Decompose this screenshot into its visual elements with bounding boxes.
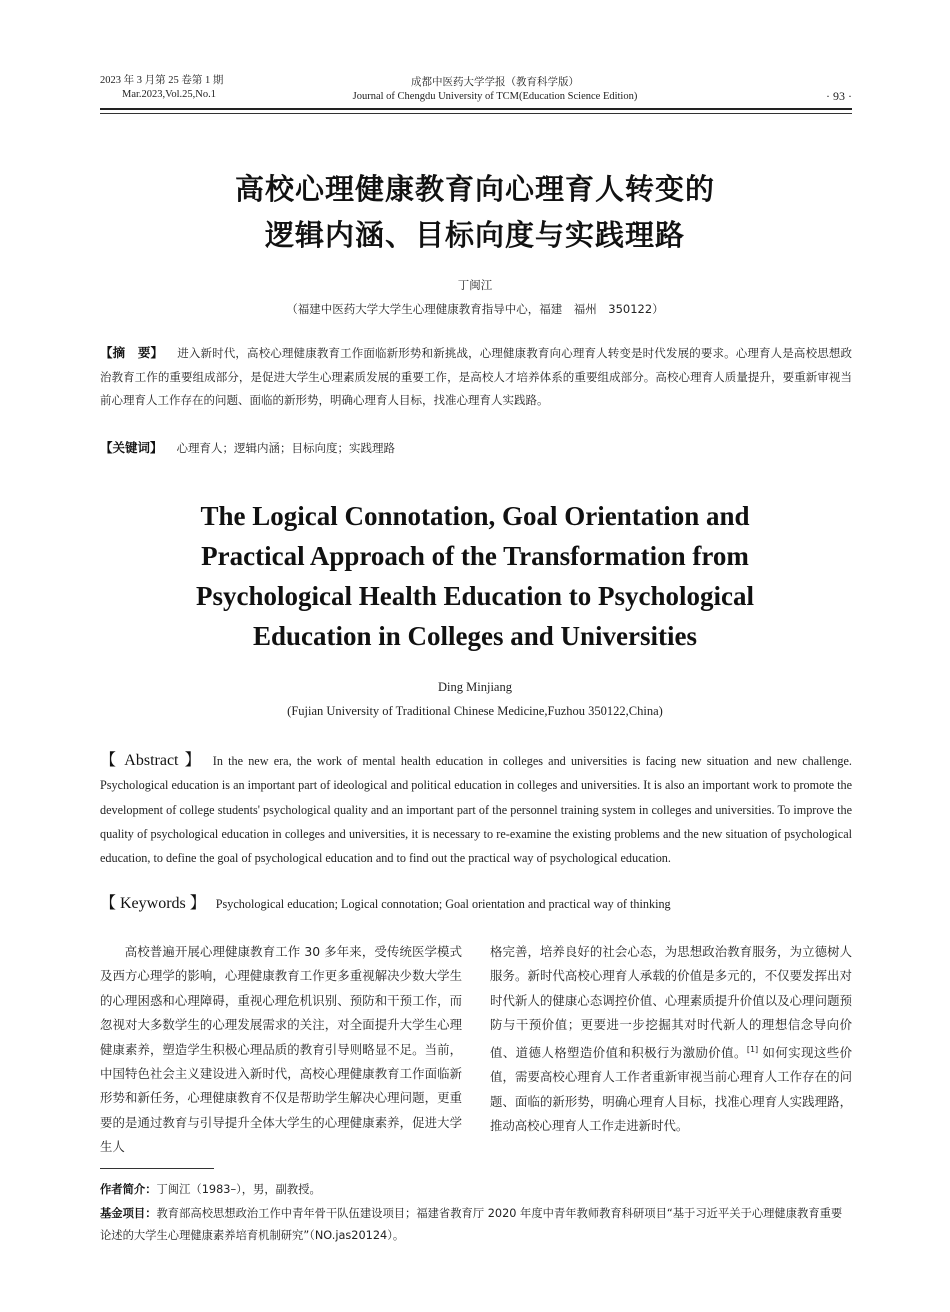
title-cn-line-2: 逻辑内涵、目标向度与实践理路: [264, 218, 685, 252]
footnote-fund: [100, 1203, 852, 1247]
abstract-cn-label: 【摘 要】: [100, 345, 164, 360]
body-column-right: [490, 940, 852, 1138]
citation-ref: [1]: [746, 1044, 759, 1054]
title-cn-line-1: 高校心理健康教育向心理育人转变的: [234, 172, 715, 206]
footnote-fund-text: 教育部高校思想政治工作中青年骨干队伍建设项目；福建省教育厅 2020 年度中青年教师教育科研项目“基于习近平关于心理健康教育重要论述的大学生心理健康素养培育机制研究”（NO.jas20124）。: [100, 1207, 843, 1242]
title-en-line-3: Psychological Health Education to Psychological: [196, 581, 754, 611]
issue-en: Mar.2023,Vol.25,No.1: [122, 89, 217, 100]
author-cn: 丁闽江: [457, 278, 493, 292]
body-paragraph-1: 高校普遍开展心理健康教育工作 30 多年来，受传统医学模式及西方心理学的影响，心理健康教育工作更多重视解决少数大学生的心理困惑和心理障碍，重视心理危机识别、预防和干预工作，而忽视对大多数学生的心理发展需求的关注，对全面提升大学生心理健康素养，塑造学生积极心理品质的教育引导则略显不足。当前，中国特色社会主义建设进入新时代，高校心理健康教育工作面临新形势和新任务，心理健康教育不仅是帮助学生解决心理问题，更重要的是通过教育与引导提升全体大学生的心理健康素养，促进大学生人: [100, 944, 462, 1155]
footnote-author: [100, 1179, 852, 1201]
keywords-en: [100, 892, 852, 916]
title-en-line-2: Practical Approach of the Transformation from: [201, 541, 749, 571]
header-rule-bottom: [100, 113, 852, 114]
keywords-cn: [100, 436, 852, 461]
header-rule-top: [100, 108, 852, 110]
footnote-rule: [100, 1168, 214, 1169]
abstract-en-text: In the new era, the work of mental health education in colleges and universities is facing new situation and new challenge. Psychological education is an important part of ideological and political education in colleges and universities. It is also an important work to promote the development of college students' psychological quality and an important part of the personnel training system in colleges and universities. To improve the quality of psychological education in colleges and universities, it is necessary to re-examine the existing problems and the new situation of psychological education, to define the goal of psychological education and to find out the practical way of psychological education.: [100, 754, 852, 866]
issue-cn: 2023 年 3 月第 25 卷第 1 期: [100, 75, 224, 86]
keywords-cn-label: 【关键词】: [100, 440, 163, 455]
page-number: · 93 ·: [826, 89, 852, 103]
author-en: Ding Minjiang: [438, 680, 512, 694]
affiliation-en: (Fujian University of Traditional Chinese Medicine,Fuzhou 350122,China): [287, 704, 663, 718]
body-text-a: 格完善，培养良好的社会心态，为思想政治教育服务，为立德树人服务。新时代高校心理育人承载的价值是多元的，不仅要发挥出对时代新人的健康心态调控价值、心理素质提升价值以及心理问题预防与干预价值；更要进一步挖掘其对时代新人的理想信念导向价值、道德人格塑造价值和积极行为激励价值。: [490, 944, 852, 1060]
abstract-en-label: 【 Abstract 】: [100, 752, 203, 769]
keywords-en-label: 【 Keywords 】: [100, 895, 206, 912]
title-en-line-4: Education in Colleges and Universities: [252, 621, 698, 651]
keywords-cn-text: 心理育人；逻辑内涵；目标向度；实践理路: [176, 441, 396, 455]
body-text-b: 如何实现这些价值，需要高校心理育人工作者重新审视当前心理育人工作存在的问题、面临的新形势，明确心理育人目标，找准心理育人实践理路，推动高校心理育人工作走进新时代。: [490, 1044, 852, 1133]
title-en-line-1: The Logical Connotation, Goal Orientation and: [200, 501, 750, 531]
abstract-en: [100, 749, 852, 870]
footnote-fund-label: 基金项目：: [100, 1207, 157, 1220]
abstract-cn: [100, 341, 852, 413]
keywords-en-text: Psychological education; Logical connotation; Goal orientation and practical way of thinking: [215, 897, 671, 911]
body-column-left: [100, 940, 462, 1160]
journal-cn: 成都中医药大学学报（教育科学版）: [411, 77, 579, 88]
footnote-author-text: 丁闽江（1983–），男，副教授。: [156, 1183, 321, 1196]
body-paragraph-2: [490, 940, 852, 1138]
journal-en: Journal of Chengdu University of TCM(Education Science Edition): [352, 91, 638, 102]
footnote-author-label: 作者简介：: [100, 1183, 157, 1196]
abstract-cn-text: 进入新时代，高校心理健康教育工作面临新形势和新挑战，心理健康教育向心理育人转变是时代发展的要求。心理育人是高校思想政治教育工作的重要组成部分，是促进大学生心理素质发展的重要工作，是高校人才培养体系的重要组成部分。高校心理育人质量提升，要重新审视当前心理育人工作存在的问题、面临的新形势，明确心理育人目标，找准心理育人实践路。: [100, 346, 852, 407]
affiliation-cn: （福建中医药大学大学生心理健康教育指导中心，福建 福州 350122）: [286, 302, 664, 316]
